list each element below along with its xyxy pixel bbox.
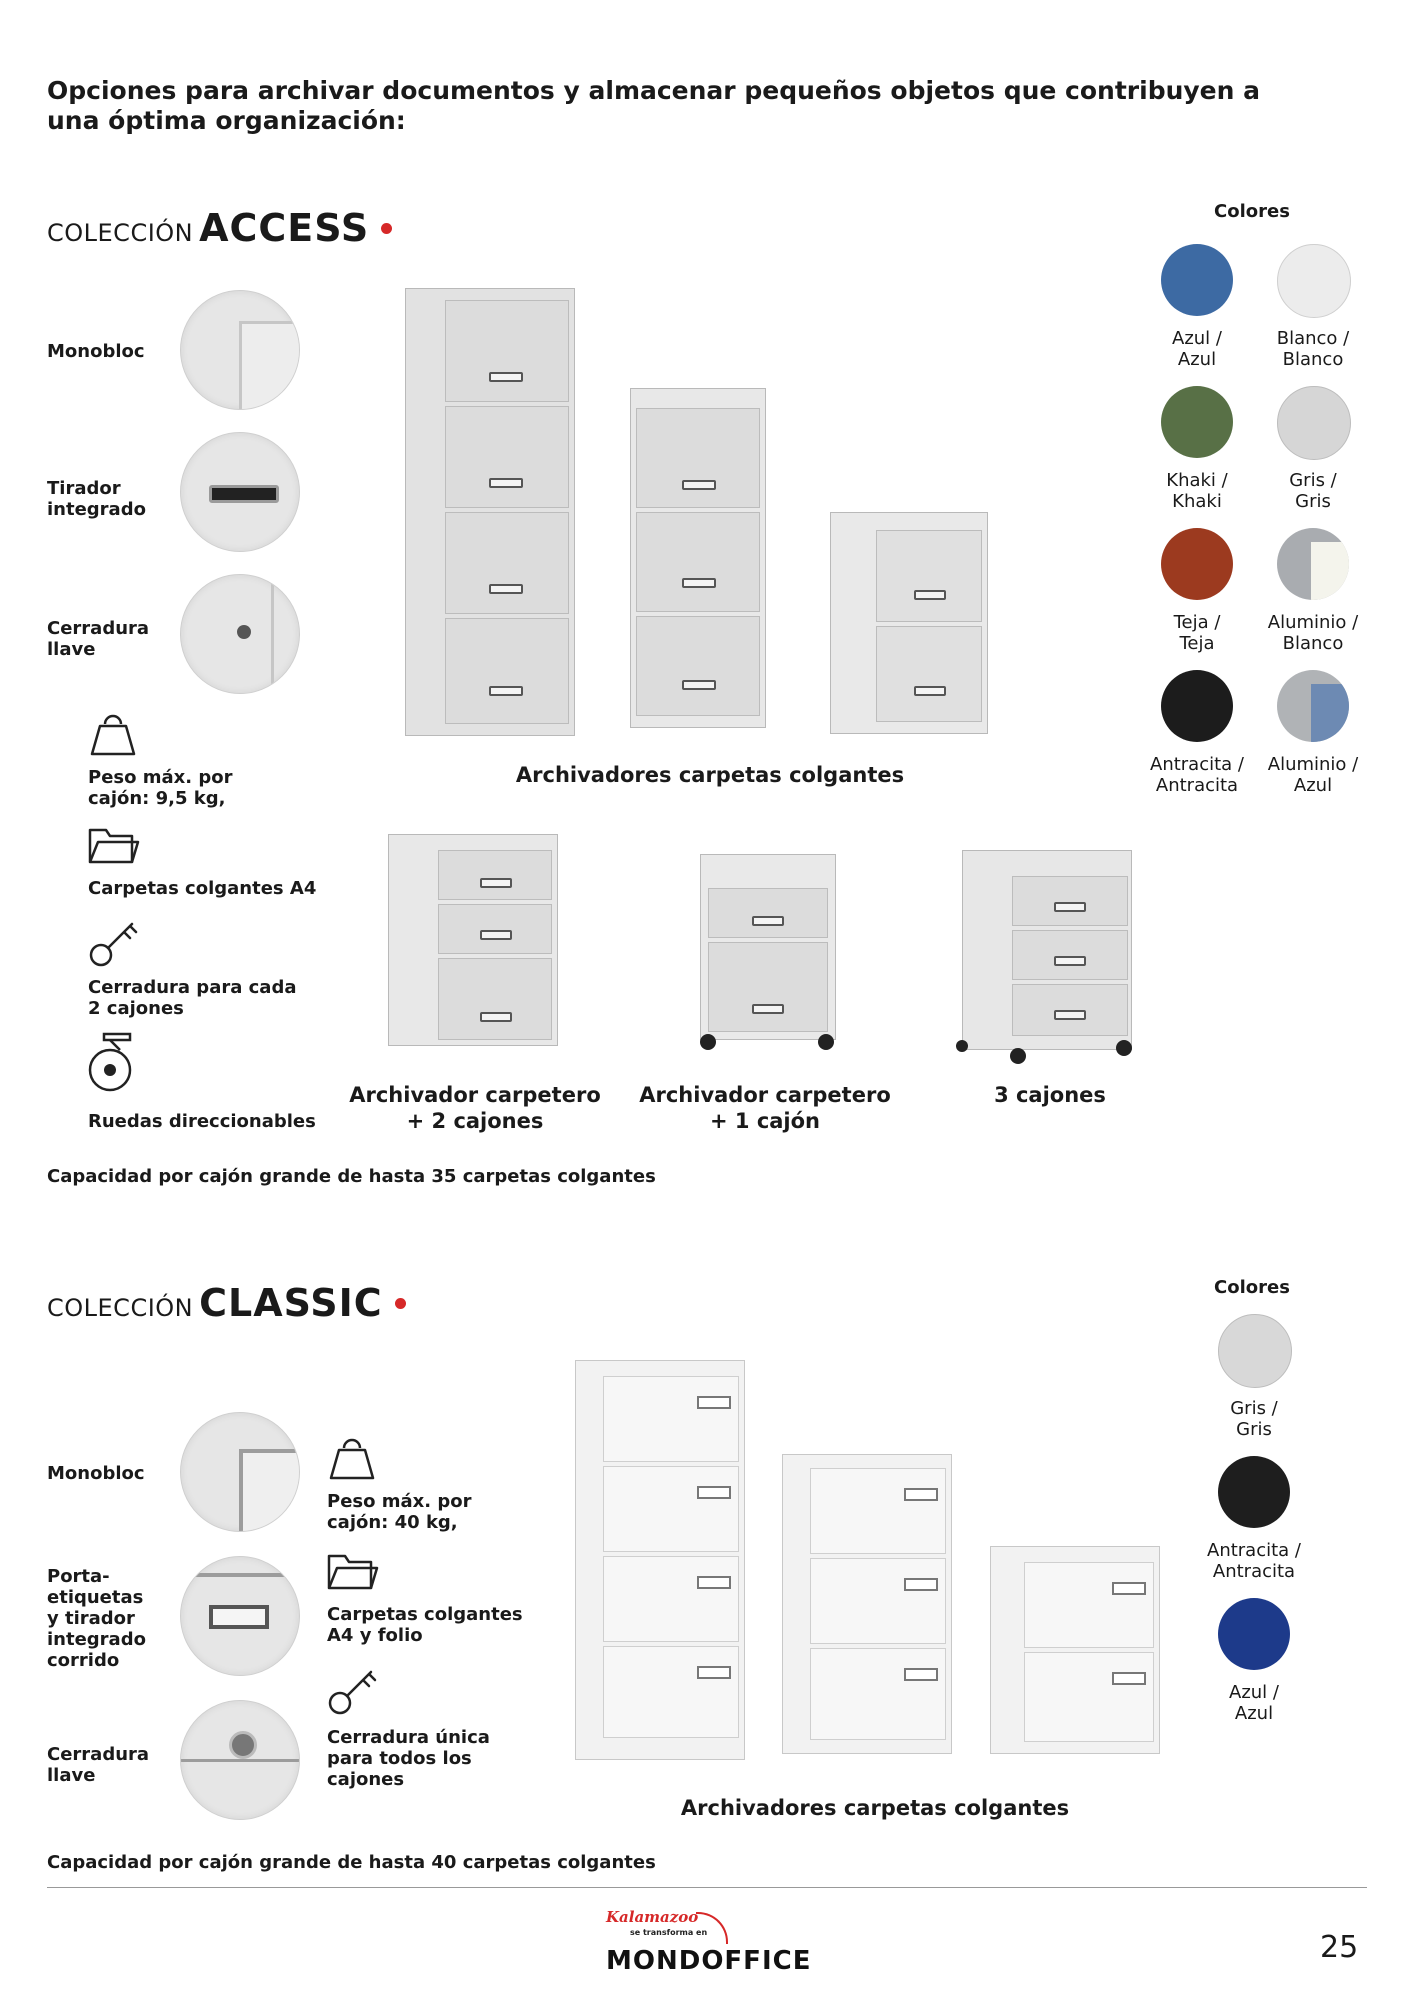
coleccion-label: COLECCIÓN — [47, 219, 194, 247]
access-caption-1: Archivador carpetero + 2 cajones — [349, 1083, 601, 1133]
classic-feature-monobloc: Monobloc — [47, 1463, 145, 1484]
swatch-aluminio-azul — [1277, 670, 1349, 742]
swatch-blanco — [1277, 244, 1351, 318]
key-icon — [327, 1664, 379, 1716]
classic-capacity-note: Capacidad por cajón grande de hasta 40 carpetas colgantes — [47, 1852, 656, 1873]
swatch-label: Aluminio / Blanco — [1267, 612, 1359, 654]
ruedas-label: Ruedas direccionables — [88, 1111, 316, 1132]
feature-monobloc: Monobloc — [47, 341, 145, 362]
carpetas-label: Carpetas colgantes A4 — [88, 878, 317, 899]
cabinet-carpetero-2-cajones — [388, 834, 558, 1046]
swatch-label: Antracita / Antracita — [1150, 754, 1244, 796]
access-caption-3: 3 cajones — [994, 1083, 1106, 1107]
swatch-label: Gris / Gris — [1230, 1398, 1278, 1440]
classic-colores-title: Colores — [1214, 1277, 1290, 1298]
page-number: 25 — [1320, 1930, 1359, 1965]
weight-icon — [327, 1436, 377, 1482]
access-caption-2: Archivador carpetero + 1 cajón — [639, 1083, 891, 1133]
swatch-label: Antracita / Antracita — [1207, 1540, 1301, 1582]
swatch-classic-azul — [1218, 1598, 1290, 1670]
access-colores-title: Colores — [1214, 201, 1290, 222]
folder-icon — [88, 826, 140, 866]
footer-divider — [47, 1887, 1367, 1888]
swatch-label: Azul / Azul — [1229, 1682, 1279, 1724]
wheel-icon — [86, 1030, 140, 1094]
key-icon — [88, 916, 140, 968]
classic-cabinet-2 — [990, 1546, 1160, 1754]
classic-cabinet-4 — [575, 1360, 745, 1760]
swatch-khaki — [1161, 386, 1233, 458]
swatch-classic-antracita — [1218, 1456, 1290, 1528]
cabinet-3-cajones — [956, 850, 1138, 1066]
access-title — [47, 206, 392, 250]
swatch-label: Gris / Gris — [1289, 470, 1337, 512]
swatch-label: Aluminio / Azul — [1267, 754, 1359, 796]
classic-peso-label: Peso máx. por cajón: 40 kg, — [327, 1491, 472, 1533]
classic-feature-cerradura: Cerradura llave — [47, 1744, 150, 1786]
collection-name: CLASSIC — [199, 1281, 383, 1325]
swatch-classic-gris — [1218, 1314, 1292, 1388]
swatch-gris — [1277, 386, 1351, 460]
folder-icon — [327, 1552, 379, 1592]
access-caption-top: Archivadores carpetas colgantes — [515, 763, 905, 787]
access-capacity-note: Capacidad por cajón grande de hasta 35 carpetas colgantes — [47, 1166, 656, 1187]
red-dot-icon — [381, 223, 392, 234]
cabinet-carpetero-1-cajon — [700, 854, 836, 1050]
classic-cerradura-image — [180, 1700, 300, 1820]
mondoffice-logo: Kalamazoo se transforma en MONDOFFICE — [606, 1908, 812, 1976]
classic-carpetas-label: Carpetas colgantes A4 y folio — [327, 1604, 523, 1646]
red-dot-icon — [395, 1298, 406, 1309]
classic-monobloc-image — [180, 1412, 300, 1532]
monobloc-detail-image — [180, 290, 300, 410]
tirador-detail-image — [180, 432, 300, 552]
classic-portaetiquetas-image — [180, 1556, 300, 1676]
intro-heading: Opciones para archivar documentos y almacenar pequeños objetos que contribuyen a una óptima organización: — [47, 76, 1261, 135]
collection-name: ACCESS — [199, 206, 370, 250]
coleccion-label: COLECCIÓN — [47, 1294, 194, 1322]
classic-feature-portaetiquetas: Porta- etiquetas y tirador integrado corrido — [47, 1566, 146, 1671]
feature-cerradura: Cerradura llave — [47, 618, 150, 660]
weight-icon — [88, 712, 138, 758]
swatch-label: Khaki / Khaki — [1166, 470, 1228, 512]
swatch-antracita — [1161, 670, 1233, 742]
classic-title — [47, 1281, 406, 1325]
swatch-label: Azul / Azul — [1172, 328, 1222, 370]
cabinet-4-drawers — [405, 288, 575, 736]
classic-caption: Archivadores carpetas colgantes — [680, 1796, 1070, 1820]
classic-cabinet-3 — [782, 1454, 952, 1754]
cerradura-detail-image — [180, 574, 300, 694]
swatch-label: Teja / Teja — [1173, 612, 1221, 654]
swatch-teja — [1161, 528, 1233, 600]
swatch-label: Blanco / Blanco — [1276, 328, 1350, 370]
cabinet-2-drawers — [830, 512, 988, 734]
peso-label: Peso máx. por cajón: 9,5 kg, — [88, 767, 233, 809]
cabinet-3-drawers — [630, 388, 766, 728]
classic-cerradura-label: Cerradura única para todos los cajones — [327, 1727, 490, 1790]
swatch-aluminio-blanco — [1277, 528, 1349, 600]
cerradura-cajones-label: Cerradura para cada 2 cajones — [88, 977, 297, 1019]
feature-tirador: Tirador integrado — [47, 478, 146, 520]
swatch-azul — [1161, 244, 1233, 316]
